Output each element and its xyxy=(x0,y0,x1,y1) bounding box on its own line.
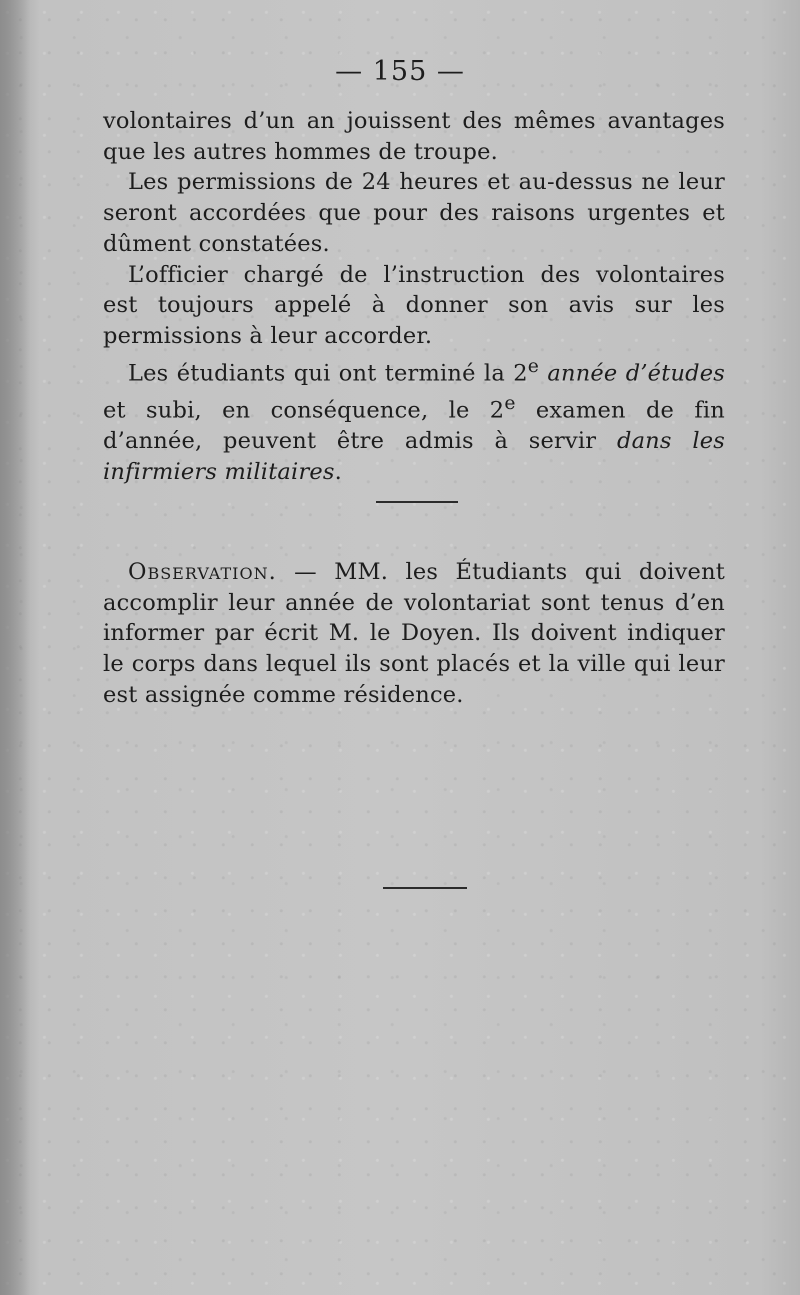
ordinal-second-year: 2 xyxy=(513,360,528,387)
paragraph-4-text-a: Les étudiants qui ont terminé la xyxy=(128,360,514,387)
page-binding-shadow xyxy=(0,0,30,1295)
ordinal-second-exam: 2 xyxy=(489,397,505,424)
observation-block xyxy=(103,557,725,711)
paragraph-1: volontaires d’un an jouissent des mêmes avantages que les autres hommes de troupe. xyxy=(103,108,725,165)
paragraph-3: L’officier chargé de l’instruction des volontaires est toujours appelé à donner son avis sur les permissions à leur accorder. xyxy=(103,261,725,349)
italic-infirmiers-militaires: dans les infirmiers militaires xyxy=(103,428,725,485)
section-divider-2 xyxy=(383,887,467,889)
paragraph-2: Les permissions de 24 heures et au-dessus ne leur seront accordées que pour des raisons urgentes et dûment constatées. xyxy=(103,169,725,257)
italic-annee-etudes: année d’études xyxy=(539,360,725,387)
paragraph-4 xyxy=(103,352,725,488)
observation-text: MM. les Étudiants qui doivent accomplir leur année de volontariat sont tenus d’en informer par écrit M. le Doyen. Ils doivent indiquer le corps dans lequel ils sont placés et la ville qui leur est assignée comme résidence. xyxy=(103,559,725,708)
ordinal-suffix-2: e xyxy=(504,392,516,414)
section-divider-1 xyxy=(376,501,458,503)
observation-dash: — xyxy=(276,559,335,585)
ordinal-suffix-1: e xyxy=(527,355,540,377)
observation-label: Observation. xyxy=(128,559,277,585)
main-text xyxy=(103,106,725,487)
paragraph-4-period: . xyxy=(334,458,343,485)
observation-paragraph xyxy=(103,557,725,711)
paragraph-4-text-b: et subi, en conséquence, le xyxy=(103,397,490,424)
paragraph-4-text-c: examen de fin d’année, peuvent être admis à servir xyxy=(103,397,725,455)
page-number: — 155 — xyxy=(335,56,465,87)
